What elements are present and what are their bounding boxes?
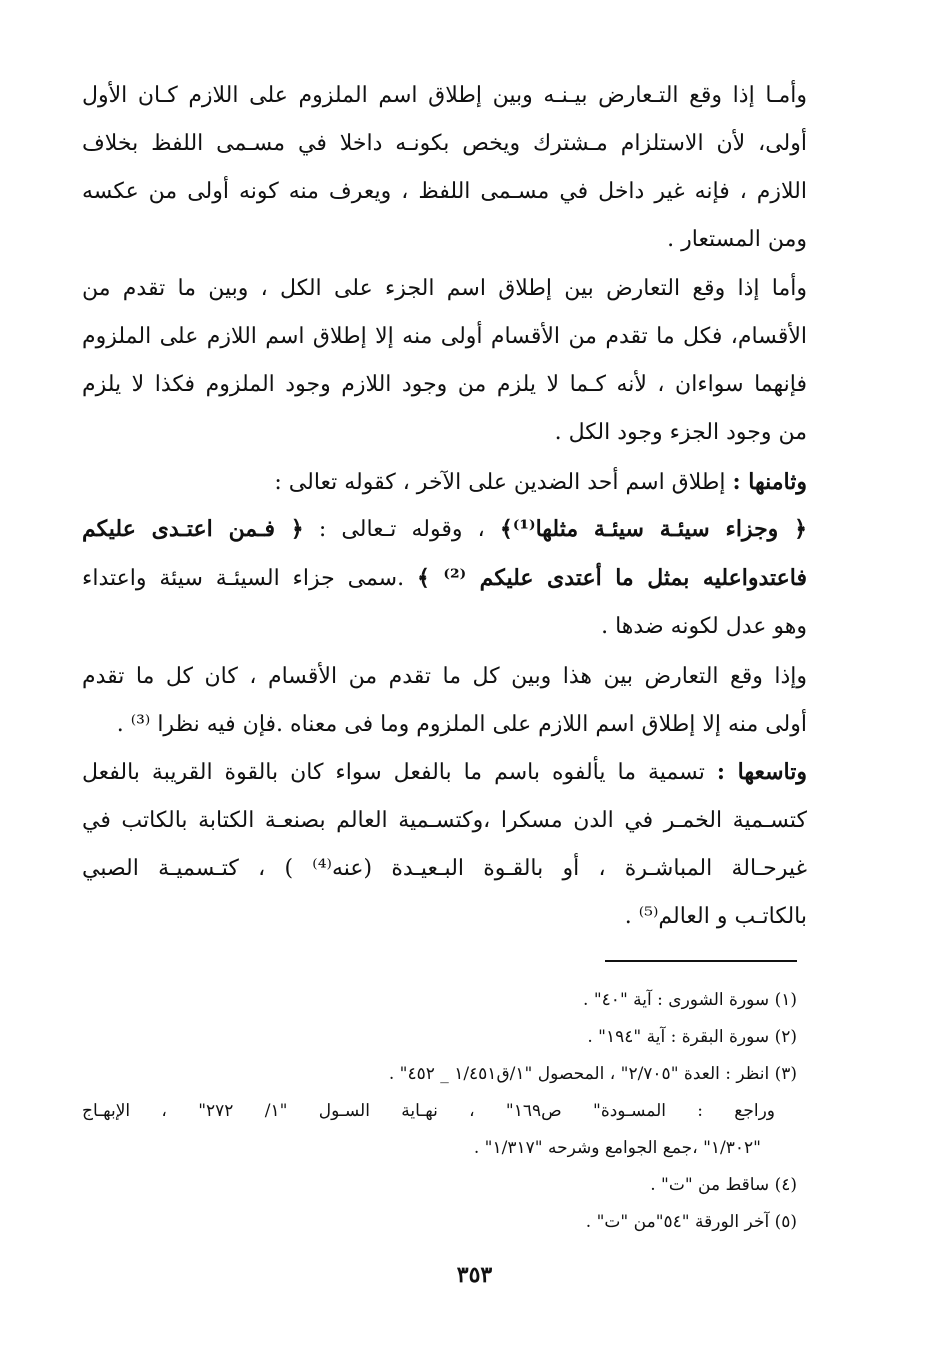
quran-quote: ﴿ فـمن اعتـدى عليكم bbox=[82, 516, 304, 542]
paragraph-2 bbox=[82, 265, 807, 457]
text-line: فإنهما سواءان ، لأنه كـما لا يلزم من وجود اللازم وجود الملزوم فكذا لا يلزم bbox=[82, 372, 807, 397]
footnote: (٥) آخر الورقة "٥٤"من "ت" . bbox=[585, 1212, 797, 1232]
section-heading: وثامنها : bbox=[732, 469, 807, 495]
footnote: (٤) ساقط من "ت" . bbox=[650, 1175, 797, 1195]
quran-quote: ﴿ وجزاء سيئـة سيئـة مثلها⁽¹⁾﴾ bbox=[499, 516, 807, 542]
text-line: كتسـمية الخمـر في الدن مسكرا ،وكتسـمية العالم بصنعـة الكتابة بالكاتب في bbox=[82, 808, 807, 833]
paragraph-1 bbox=[82, 72, 807, 264]
text-line: وأمـا إذا وقع التـعارض بيـنـه وبين إطلاق اسم الملزوم على اللازم كـان الأول bbox=[82, 83, 807, 108]
quran-quote: فاعتدواعليه بمثل ما أعتدى عليكم ⁽²⁾ ﴾ bbox=[416, 565, 808, 591]
text-line bbox=[82, 748, 807, 797]
text-span: ، وقوله تـعالى : bbox=[318, 517, 485, 542]
page-number: ٣٥٣ bbox=[456, 1262, 493, 1288]
text-line: وهو عدل لكونه ضدها . bbox=[601, 614, 807, 639]
paragraph-6 bbox=[82, 748, 807, 941]
text-line: وإذا وقع التعارض بين هذا وبين كل ما تقدم من الأقسام ، كان كل ما تقدم bbox=[82, 664, 807, 689]
text-span: تسمية ما يألفوه باسم ما بالفعل سواء كان بالقوة القريبة بالفعل bbox=[82, 760, 717, 785]
paragraph-3 bbox=[82, 458, 807, 507]
text-line: أولى، لأن الاستلزام مـشترك ويخص بكونـه داخلا في مسـمى اللفظ بخلاف bbox=[82, 131, 807, 156]
text-line: بالكاتـب و العالم⁽⁵⁾ . bbox=[624, 904, 807, 929]
footnote-divider bbox=[605, 960, 797, 962]
footnote: (٢) سورة البقرة : آية "١٩٤" . bbox=[587, 1027, 797, 1047]
text-line: وأما إذا وقع التعارض بين إطلاق اسم الجزء على الكل ، وبين ما تقدم من bbox=[82, 276, 807, 301]
paragraph-4 bbox=[82, 505, 807, 651]
text-span: .سمى جزاء السيئـة سيئة واعتداء bbox=[82, 566, 417, 591]
paragraph-5 bbox=[82, 653, 807, 749]
footnote: "١/٣٠٢" ،جمع الجوامع وشرحه "١/٣١٧" . bbox=[473, 1138, 761, 1158]
section-heading: وتاسعها : bbox=[716, 759, 807, 785]
text-line: من وجود الجزء وجود الكل . bbox=[554, 420, 807, 445]
text-line: غيرحـالة المباشـرة ، أو بالقـوة البـعيـدة (عنه⁽⁴⁾ ) ، كتـسميـة الصبي bbox=[82, 856, 807, 881]
text-line: الأقسام، فكل ما تقدم من الأقسام أولى منه إلا إطلاق اسم اللازم على الملزوم bbox=[82, 324, 807, 349]
text-line bbox=[82, 458, 807, 507]
text-line: اللازم ، فإنه غير داخل في مسـمى اللفظ ، ويعرف منه كونه أولى من عكسه bbox=[82, 179, 807, 204]
text-span: إطلاق اسم أحد الضدين على الآخر ، كقوله تعالى : bbox=[274, 470, 733, 495]
footnote: (١) سورة الشورى : آية "٤٠" . bbox=[583, 990, 797, 1010]
text-line: ومن المستعار . bbox=[667, 227, 807, 252]
footnote: وراجع : المسـودة" ص١٦٩" ، نهـاية السـول "١/ ٢٧٢" ، الإبهـاج bbox=[82, 1101, 776, 1121]
text-line bbox=[82, 554, 807, 603]
text-line bbox=[82, 505, 807, 554]
footnotes bbox=[82, 982, 797, 1241]
text-line: أولى منه إلا إطلاق اسم اللازم على الملزوم وما فى معناه .فإن فيه نظرا ⁽³⁾ . bbox=[116, 712, 807, 737]
footnote: (٣) انظر : العدة "٢/٧٠٥" ، المحصول "١/ق١/٤٥١ _ ٤٥٢" . bbox=[388, 1064, 797, 1084]
